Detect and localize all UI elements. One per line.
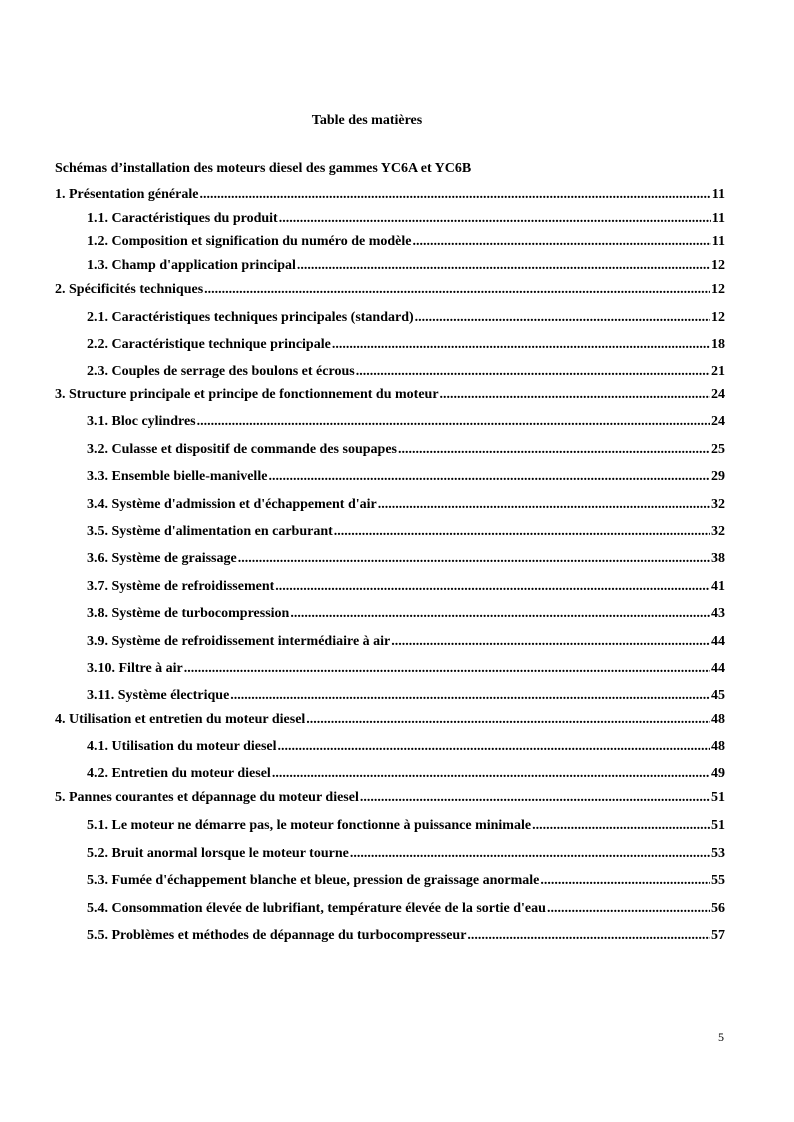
toc-leader-dots <box>540 872 710 890</box>
toc-entry-page: 44 <box>711 634 725 649</box>
toc-leader-dots <box>290 605 710 623</box>
toc-leader-dots <box>204 281 710 299</box>
toc-entry-label: 5.1. Le moteur ne démarre pas, le moteur fonctionne à puissance minimale <box>87 818 532 833</box>
toc-entry-label: 4. Utilisation et entretien du moteur diesel <box>55 712 306 727</box>
toc-entry-page: 51 <box>711 818 725 833</box>
toc-entry-label: 3.2. Culasse et dispositif de commande des soupapes <box>87 442 397 457</box>
toc-leader-dots <box>306 711 710 729</box>
toc-entry-1-3[interactable] <box>87 257 725 275</box>
document-subtitle: Schémas d’installation des moteurs diesel des gammes YC6A et YC6B <box>55 161 472 176</box>
toc-entry-label: 1.1. Caractéristiques du produit <box>87 211 278 226</box>
toc-entry-1[interactable] <box>55 186 725 204</box>
toc-entry-page: 21 <box>711 364 725 379</box>
toc-entry-page: 55 <box>711 873 725 888</box>
toc-entry-4-2[interactable] <box>87 765 725 783</box>
toc-entry-page: 53 <box>711 846 725 861</box>
toc-entry-label: 3.8. Système de turbocompression <box>87 606 290 621</box>
toc-entry-5-3[interactable] <box>87 872 725 890</box>
toc-entry-page: 43 <box>711 606 725 621</box>
toc-leader-dots <box>398 441 710 459</box>
toc-entry-page: 38 <box>711 551 725 566</box>
toc-entry-4[interactable] <box>55 711 725 729</box>
toc-entry-3-8[interactable] <box>87 605 725 623</box>
toc-entry-label: 3.3. Ensemble bielle-manivelle <box>87 469 268 484</box>
toc-entry-page: 12 <box>711 282 725 297</box>
toc-entry-page: 48 <box>711 739 725 754</box>
toc-entry-label: 2.2. Caractéristique technique principale <box>87 337 331 352</box>
toc-entry-label: 3.10. Filtre à air <box>87 661 183 676</box>
toc-leader-dots <box>334 523 710 541</box>
toc-leader-dots <box>378 496 710 514</box>
toc-entry-page: 29 <box>711 469 725 484</box>
toc-entry-label: 1.2. Composition et signification du numéro de modèle <box>87 234 412 249</box>
toc-leader-dots <box>356 363 710 381</box>
toc-entry-3-1[interactable] <box>87 413 725 431</box>
toc-entry-page: 48 <box>711 712 725 727</box>
toc-leader-dots <box>350 845 710 863</box>
toc-entry-label: 5.2. Bruit anormal lorsque le moteur tourne <box>87 846 349 861</box>
toc-entry-5-2[interactable] <box>87 845 725 863</box>
toc-entry-page: 11 <box>711 211 725 226</box>
toc-leader-dots <box>278 738 710 756</box>
toc-entry-3-3[interactable] <box>87 468 725 486</box>
toc-leader-dots <box>275 578 710 596</box>
toc-entry-1-2[interactable] <box>87 233 725 251</box>
toc-entry-2-2[interactable] <box>87 336 725 354</box>
toc-entry-4-1[interactable] <box>87 738 725 756</box>
toc-entry-page: 24 <box>711 414 725 429</box>
toc-entry-5-1[interactable] <box>87 817 725 835</box>
toc-entry-label: 3.6. Système de graissage <box>87 551 237 566</box>
toc-entry-5-5[interactable] <box>87 927 725 945</box>
toc-entry-label: 3.7. Système de refroidissement <box>87 579 275 594</box>
toc-entry-page: 45 <box>711 688 725 703</box>
toc-entry-page: 32 <box>711 497 725 512</box>
toc-entry-page: 32 <box>711 524 725 539</box>
toc-leader-dots <box>415 309 710 327</box>
toc-entry-page: 41 <box>711 579 725 594</box>
toc-entry-5-4[interactable] <box>87 900 725 918</box>
toc-entry-label: 3.1. Bloc cylindres <box>87 414 196 429</box>
toc-leader-dots <box>547 900 710 918</box>
toc-leader-dots <box>467 927 710 945</box>
toc-entry-3[interactable] <box>55 386 725 404</box>
toc-entry-label: 1. Présentation générale <box>55 187 199 202</box>
toc-leader-dots <box>268 468 710 486</box>
toc-leader-dots <box>360 789 710 807</box>
toc-leader-dots <box>297 257 710 275</box>
toc-entry-page: 25 <box>711 442 725 457</box>
toc-leader-dots <box>197 413 710 431</box>
toc-entry-page: 11 <box>711 187 725 202</box>
toc-leader-dots <box>440 386 710 404</box>
toc-entry-2-1[interactable] <box>87 309 725 327</box>
toc-entry-label: 5.5. Problèmes et méthodes de dépannage du turbocompresseur <box>87 928 467 943</box>
toc-title: Table des matières <box>311 113 423 128</box>
toc-entry-label: 2.1. Caractéristiques techniques principales (standard) <box>87 310 414 325</box>
toc-entry-3-4[interactable] <box>87 496 725 514</box>
toc-entry-label: 3.9. Système de refroidissement intermédiaire à air <box>87 634 391 649</box>
toc-entry-page: 24 <box>711 387 725 402</box>
toc-entry-5[interactable] <box>55 789 725 807</box>
toc-entry-3-9[interactable] <box>87 633 725 651</box>
toc-entry-3-2[interactable] <box>87 441 725 459</box>
toc-leader-dots <box>412 233 710 251</box>
toc-entry-page: 12 <box>711 310 725 325</box>
toc-entry-label: 5. Pannes courantes et dépannage du moteur diesel <box>55 790 359 805</box>
toc-entry-label: 3.11. Système électrique <box>87 688 230 703</box>
toc-entry-3-10[interactable] <box>87 660 725 678</box>
toc-entry-label: 5.4. Consommation élevée de lubrifiant, température élevée de la sortie d'eau <box>87 901 546 916</box>
toc-leader-dots <box>230 687 710 705</box>
toc-entry-page: 12 <box>711 258 725 273</box>
toc-leader-dots <box>532 817 710 835</box>
toc-entry-3-11[interactable] <box>87 687 725 705</box>
toc-entry-label: 2. Spécificités techniques <box>55 282 204 297</box>
toc-entry-page: 51 <box>711 790 725 805</box>
toc-entry-page: 49 <box>711 766 725 781</box>
toc-entry-label: 3. Structure principale et principe de fonctionnement du moteur <box>55 387 439 402</box>
toc-leader-dots <box>238 550 710 568</box>
toc-leader-dots <box>391 633 710 651</box>
toc-entry-label: 1.3. Champ d'application principal <box>87 258 296 273</box>
toc-entry-3-7[interactable] <box>87 578 725 596</box>
toc-entry-page: 11 <box>711 234 725 249</box>
toc-entry-label: 4.1. Utilisation du moteur diesel <box>87 739 277 754</box>
toc-leader-dots <box>199 186 710 204</box>
toc-entry-label: 5.3. Fumée d'échappement blanche et bleue, pression de graissage anormale <box>87 873 540 888</box>
toc-entry-label: 2.3. Couples de serrage des boulons et écrous <box>87 364 355 379</box>
page-number: 5 <box>718 1030 724 1044</box>
toc-entry-page: 44 <box>711 661 725 676</box>
toc-entry-2-3[interactable] <box>87 363 725 381</box>
toc-leader-dots <box>272 765 710 783</box>
toc-entry-1-1[interactable] <box>87 210 725 228</box>
toc-entry-3-6[interactable] <box>87 550 725 568</box>
toc-entry-page: 56 <box>711 901 725 916</box>
toc-entry-label: 3.4. Système d'admission et d'échappement d'air <box>87 497 377 512</box>
toc-entry-page: 18 <box>711 337 725 352</box>
toc-leader-dots <box>184 660 710 678</box>
toc-entry-page: 57 <box>711 928 725 943</box>
toc-entry-label: 4.2. Entretien du moteur diesel <box>87 766 271 781</box>
toc-entry-2[interactable] <box>55 281 725 299</box>
toc-entry-label: 3.5. Système d'alimentation en carburant <box>87 524 333 539</box>
toc-leader-dots <box>279 210 711 228</box>
toc-leader-dots <box>332 336 710 354</box>
toc-entry-3-5[interactable] <box>87 523 725 541</box>
